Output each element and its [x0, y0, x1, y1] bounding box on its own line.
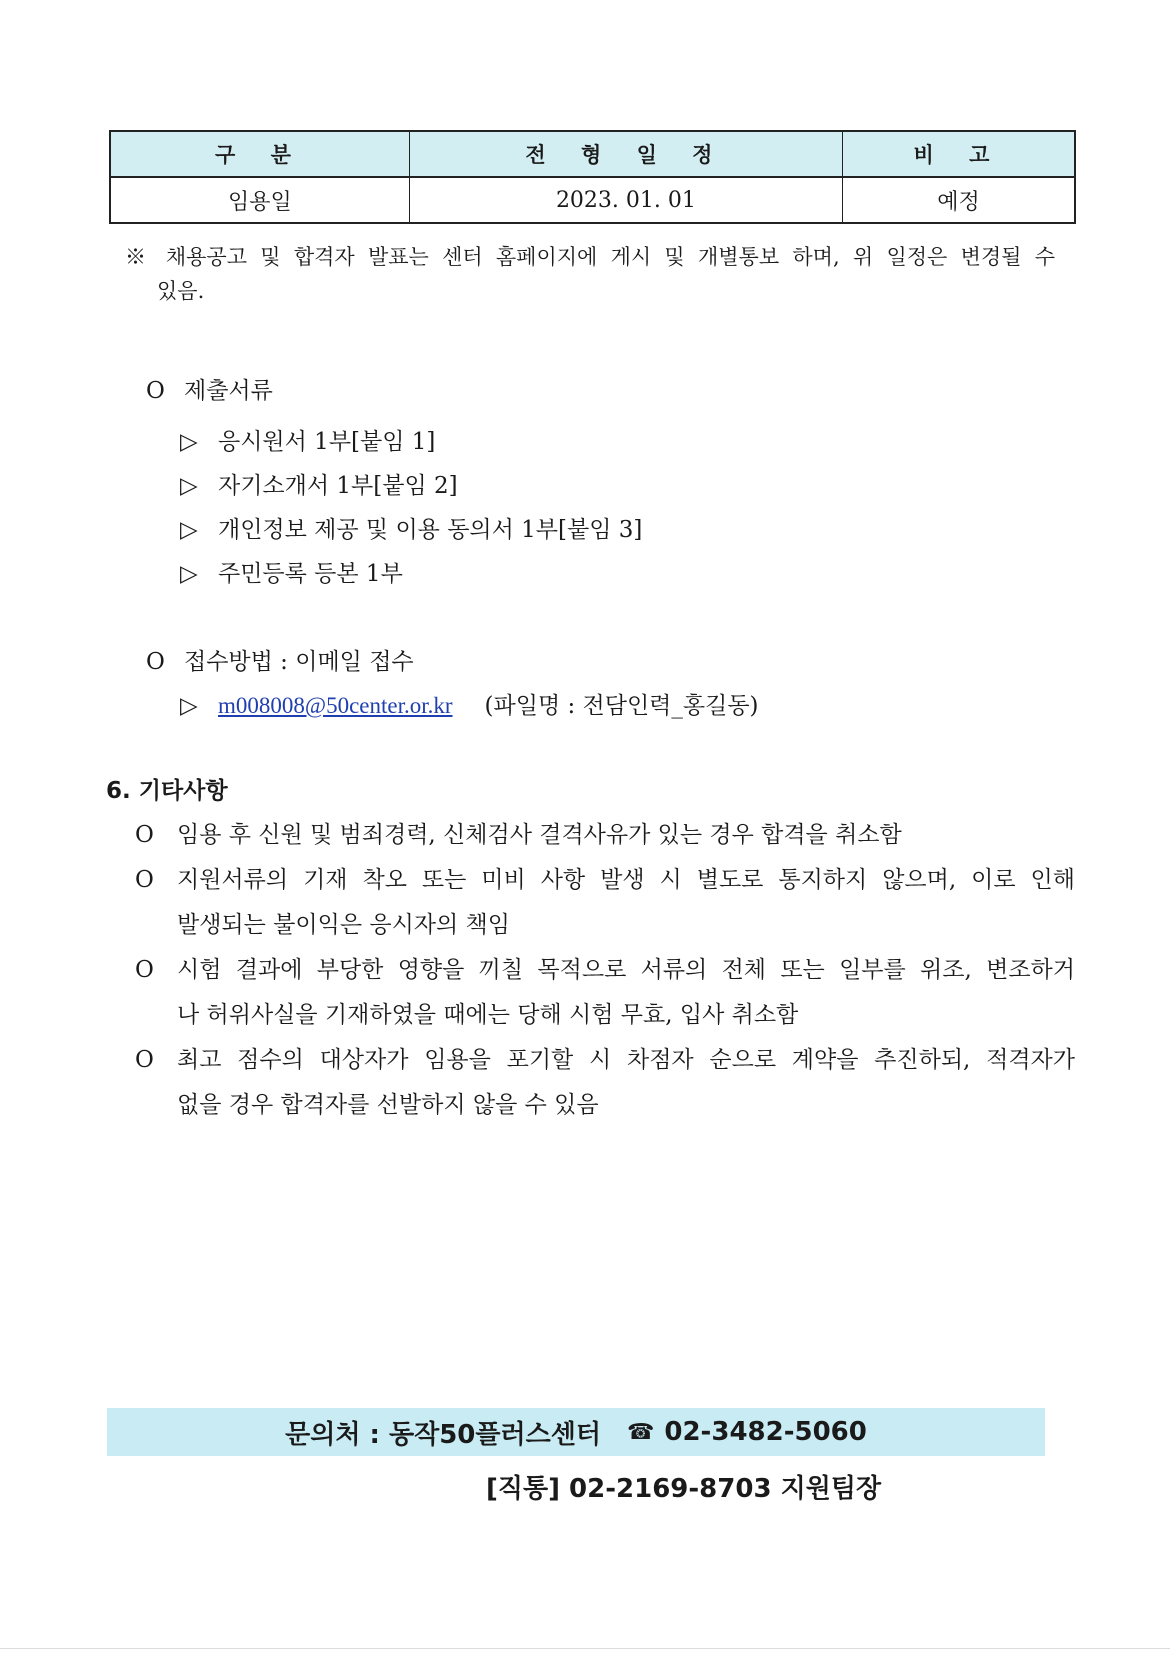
header-category: 구 분 — [110, 131, 409, 177]
contact-bar — [107, 1408, 1045, 1456]
filename-note: (파일명 : 전담인력_홍길동) — [484, 693, 759, 719]
email-link[interactable]: m008008@50center.or.kr — [218, 693, 453, 718]
list-item: ▷ 응시원서 1부[붙임 1] — [180, 429, 436, 455]
cell-category: 임용일 — [110, 177, 409, 223]
phone-icon: ☎ — [626, 1419, 655, 1445]
list-item: ▷ 자기소개서 1부[붙임 2] — [180, 473, 458, 499]
notice-line1: 채용공고 및 합격자 발표는 센터 홈페이지에 게시 및 개별통보 하며, 위 일정은 변경될 수 — [165, 245, 1055, 269]
circle-bullet-icon: O — [146, 378, 165, 404]
circle-bullet-icon: O — [146, 649, 165, 675]
misc-item: O 지원서류의 기재 착오 또는 미비 사항 발생 시 별도로 통지하지 않으며, 이로 인해 발생되는 불이익은 응시자의 책임 — [135, 858, 1075, 948]
page-bottom-divider — [0, 1648, 1170, 1649]
reception-heading — [146, 643, 414, 676]
list-item: ▷ 주민등록 등본 1부 — [180, 561, 403, 587]
documents-heading — [146, 372, 273, 405]
schedule-notice — [125, 240, 1055, 308]
notice-line2: 있음. — [157, 279, 205, 303]
triangle-bullet-icon: ▷ — [180, 517, 198, 543]
triangle-bullet-icon: ▷ — [180, 693, 198, 719]
contact-label: 문의처 : 동작50플러스센터 — [285, 1419, 601, 1450]
documents-title: 제출서류 — [184, 378, 273, 404]
misc-item: O 임용 후 신원 및 범죄경력, 신체검사 결격사유가 있는 경우 합격을 취소함 — [135, 813, 1075, 858]
triangle-bullet-icon: ▷ — [180, 429, 198, 455]
notice-mark: ※ — [125, 245, 153, 269]
circle-bullet-icon: O — [135, 957, 154, 983]
misc-item: O 시험 결과에 부당한 영향을 끼칠 목적으로 서류의 전체 또는 일부를 위조, 변조하거 나 허위사실을 기재하였을 때에는 당해 시험 무효, 입사 취소함 — [135, 948, 1075, 1038]
schedule-table — [109, 130, 1076, 224]
cell-date: 2023. 01. 01 — [409, 177, 842, 223]
circle-bullet-icon: O — [135, 867, 154, 893]
table-row — [110, 177, 1075, 223]
cell-remark: 예정 — [842, 177, 1075, 223]
circle-bullet-icon: O — [135, 822, 154, 848]
header-remark: 비 고 — [842, 131, 1075, 177]
table-header-row — [110, 131, 1075, 177]
misc-item: O 최고 점수의 대상자가 임용을 포기할 시 차점자 순으로 계약을 추진하되, 적격자가 없을 경우 합격자를 선발하지 않을 수 있음 — [135, 1038, 1075, 1128]
header-schedule: 전 형 일 정 — [409, 131, 842, 177]
circle-bullet-icon: O — [135, 1047, 154, 1073]
contact-phone: 02-3482-5060 — [664, 1417, 867, 1447]
reception-email-line — [180, 687, 759, 720]
triangle-bullet-icon: ▷ — [180, 473, 198, 499]
triangle-bullet-icon: ▷ — [180, 561, 198, 587]
direct-contact: [직통] 02-2169-8703 지원팀장 — [486, 1474, 882, 1504]
reception-title: 접수방법 : 이메일 접수 — [184, 649, 414, 675]
list-item: ▷ 개인정보 제공 및 이용 동의서 1부[붙임 3] — [180, 517, 643, 543]
section-title-misc: 6. 기타사항 — [106, 778, 228, 804]
